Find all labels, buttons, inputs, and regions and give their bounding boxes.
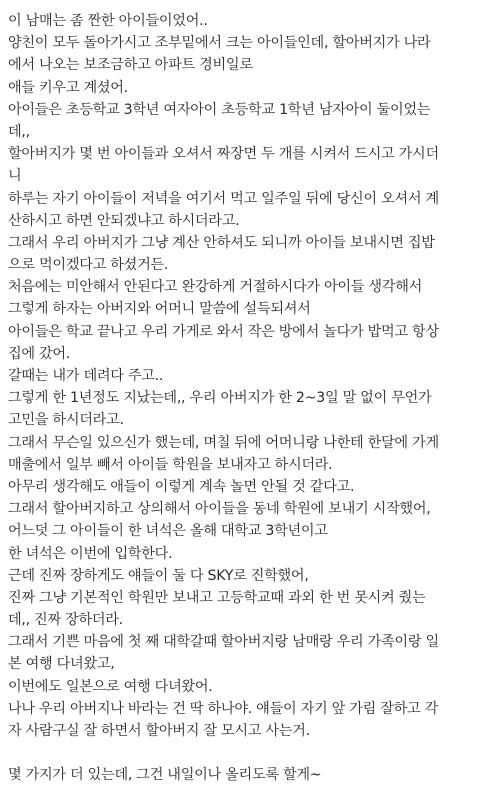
text-line: 아이들은 학교 끝나고 우리 가게로 와서 작은 방에서 놀다가 밥먹고 항상	[8, 323, 439, 340]
text-line: 하루는 자기 아이들이 저녁을 여기서 먹고 일주일 뒤에 당신이 오셔서 계	[8, 190, 439, 207]
text-line: 나나 우리 아버지나 바라는 건 딱 하나야. 얘들이 자기 앞 가림 잘하고 각	[8, 700, 439, 717]
text-line: 아이들은 초등학교 3학년 여자아이 초등학교 1학년 남자아이 둘이었는	[8, 101, 431, 118]
text-line: 니	[8, 168, 22, 185]
text-line: 그렇게 하자는 아버지와 어머니 말씀에 설득되셔서	[8, 301, 311, 318]
text-line: 몇 가지가 더 있는데, 그건 내일이나 올리도록 할게~	[8, 767, 322, 784]
text-line: 그래서 우리 아버지가 그냥 계산 안하셔도 되니까 아이들 보내시면 집밥	[8, 234, 435, 251]
text-line: 산하시고 하면 안되겠냐고 하시더라고.	[8, 212, 240, 229]
text-line: 데,,	[8, 123, 30, 140]
document-body	[8, 10, 492, 787]
text-line: 할아버지가 몇 번 아이들과 오셔서 짜장면 두 개를 시켜서 드시고 가시더	[8, 146, 439, 163]
blank-line	[8, 742, 492, 764]
text-line: 에서 나오는 보조금하고 아파트 경비일로	[8, 57, 253, 74]
text-line: 자 사람구실 잘 하면서 할아버지 잘 모시고 사는거.	[8, 723, 310, 739]
text-line: 이 남매는 좀 짠한 아이들이었어..	[8, 13, 208, 29]
text-line: 매출에서 일부 빼서 아이들 학원을 보내자고 하시더라.	[8, 456, 333, 473]
text-line: 그래서 기쁜 마음에 첫 째 대학갈때 할아버지랑 남매랑 우리 가족이랑 일	[8, 634, 439, 651]
text-line: 이번에도 일본으로 여행 다녀왔어.	[8, 678, 213, 695]
text-line: 데,, 진짜 장하더라.	[8, 612, 123, 629]
text-line: 집에 갔어.	[8, 345, 71, 362]
text-line: 그래서 무슨일 있으신가 했는데, 며칠 뒤에 어머니랑 나한테 한달에 가게	[8, 434, 439, 451]
text-line: 한 녀석은 이번에 입학한다.	[8, 545, 173, 562]
text-line: 근데 진짜 장하게도 얘들이 둘 다 SKY로 진학했어,	[8, 567, 309, 584]
text-line: 양친이 모두 돌아가시고 조부밑에서 크는 아이들인데, 할아버지가 나라	[8, 35, 431, 52]
text-line: 어느덧 그 아이들이 한 녀석은 올해 대학교 3학년이고	[8, 523, 328, 540]
text-line: 본 여행 다녀왔고,	[8, 656, 115, 673]
text-line: 갈때는 내가 데려다 주고..	[8, 368, 164, 384]
text-line: 고민을 하시더라고.	[8, 412, 124, 429]
text-line: 그래서 할아버지하고 상의해서 아이들을 동네 학원에 보내기 시작했어,	[8, 501, 431, 518]
text-line: 애들 키우고 계셨어.	[8, 79, 128, 96]
text-line: 아무리 생각해도 애들이 이렇게 계속 놀면 안될 것 같다고.	[8, 478, 355, 495]
text-line: 그렇게 한 1년정도 지났는데,, 우리 아버지가 한 2~3일 말 없이 무언가	[8, 390, 432, 407]
text-line: 진짜 그냥 기본적인 학원만 보내고 고등학교때 과외 한 번 못시켜 줬는	[8, 589, 426, 606]
text-line: 으로 먹이겠다고 하셨거든.	[8, 257, 169, 274]
text-line: 처음에는 미안해서 안된다고 완강하게 거절하시다가 아이들 생각해서	[8, 279, 423, 296]
